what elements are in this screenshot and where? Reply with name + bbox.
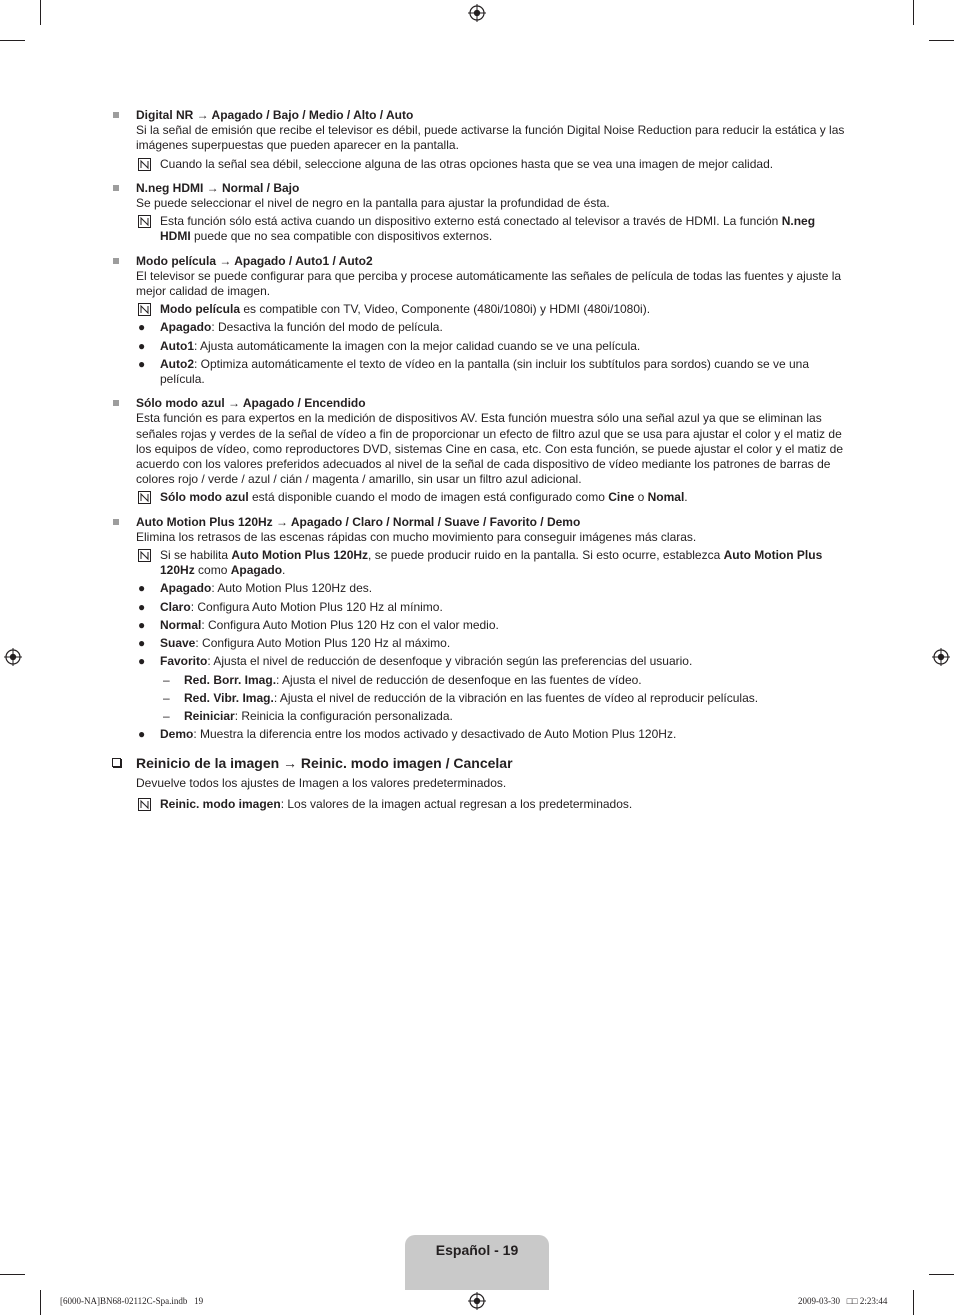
section-heading: Sólo modo azul → Apagado / Encendido [136, 396, 366, 411]
bullet-icon: ● [138, 727, 146, 742]
crop-mark [929, 40, 954, 41]
item-term: Auto2 [160, 356, 194, 371]
item-text: : Optimiza automáticamente el texto de vídeo en la pantalla (sin incluir los subtítulos para sordos) cuando se ve una película. [160, 356, 810, 387]
item-term: Demo [160, 727, 194, 742]
square-bullet-icon [113, 112, 119, 118]
note-icon [138, 798, 151, 811]
section-heading: Digital NR → Apagado / Bajo / Medio / Alto / Auto [136, 108, 414, 122]
section-body: Elimina los retrasos de las escenas rápidas con mucho movimiento para conseguir imágenes más claras. [136, 529, 697, 544]
bullet-icon: ● [138, 581, 146, 596]
item-term: Auto1 [160, 338, 194, 353]
section-body: Si la señal de emisión que recibe el televisor es débil, puede activarse la función Digital Noise Reduction para reducir la estática y las imágenes superpuestas que pueden aparecer en la pantalla. [136, 123, 845, 153]
square-bullet-icon [113, 519, 119, 525]
bullet-icon: ● [138, 338, 146, 353]
section-body: El televisor se puede configurar para que perciba y procese automáticamente las señales de película de todas las fuentes y ajuste la mejor calidad de imagen. [136, 268, 842, 299]
note-term: Auto Motion Plus 120Hz [231, 548, 369, 563]
crop-mark [0, 1274, 25, 1275]
section-body: Se puede seleccionar el nivel de negro en la pantalla para ajustar la profundidad de ésta. [136, 196, 610, 211]
bullet-icon: ● [138, 320, 146, 335]
item-text: : Muestra la diferencia entre los modos activado y desactivado de Auto Motion Plus 120Hz. [193, 727, 677, 742]
square-bullet-icon [113, 185, 119, 191]
note-term: N.neg HDMI [160, 214, 816, 244]
bullet-icon: ● [138, 654, 146, 669]
crop-mark [0, 40, 25, 41]
crop-mark [913, 0, 914, 25]
list-item [138, 320, 845, 335]
crop-mark [929, 1274, 954, 1275]
sub-list-item [163, 708, 845, 724]
item-term: Suave [160, 636, 196, 651]
item-text: : Desactiva la función del modo de película. [211, 320, 443, 335]
section-solo-modo-azul [110, 396, 845, 505]
note-text: Si se habilita [160, 548, 232, 563]
section-heading: Auto Motion Plus 120Hz → Apagado / Claro / Normal / Suave / Favorito / Demo [136, 514, 581, 529]
note-text: . [282, 563, 286, 578]
item-term: Reiniciar [184, 708, 235, 723]
note-text: : Los valores de la imagen actual regresan a los predeterminados. [280, 796, 633, 811]
crop-mark [40, 0, 41, 25]
section-auto-motion-plus [110, 515, 845, 743]
crop-mark [913, 1290, 914, 1315]
item-term: Apagado [160, 320, 212, 335]
note-term: Cine [608, 490, 635, 505]
list-item [138, 636, 845, 651]
section-reinicio-imagen [110, 754, 845, 811]
item-text: : Configura Auto Motion Plus 120 Hz al mínimo. [190, 599, 443, 614]
note-icon [138, 158, 151, 171]
note-icon [138, 491, 151, 504]
dash-icon: – [163, 690, 170, 705]
list-item [138, 654, 845, 669]
item-term: Claro [160, 599, 191, 614]
print-slug-date: 2009-03-30 □□ 2:23:44 [798, 1296, 888, 1306]
item-text: : Ajusta el nivel de reducción de desenfoque y vibración según las preferencias del usuario. [207, 654, 693, 669]
note-text: o [634, 490, 648, 505]
note-text: . [684, 490, 688, 505]
item-text: : Ajusta el nivel de reducción de desenfoque en las fuentes de vídeo. [276, 672, 642, 687]
manual-content [110, 108, 845, 812]
item-term: Red. Borr. Imag. [184, 672, 277, 687]
note-term: Auto Motion Plus 120Hz [160, 548, 823, 578]
square-bullet-icon [113, 400, 119, 406]
item-text: : Auto Motion Plus 120Hz des. [211, 581, 373, 596]
note [160, 302, 845, 317]
item-text: : Reinicia la configuración personalizada. [234, 708, 453, 723]
sub-list-item [163, 690, 845, 706]
section-heading: N.neg HDMI → Normal / Bajo [136, 180, 300, 195]
note-term: Reinic. modo imagen [160, 796, 281, 811]
section-heading: Reinicio de la imagen → Reinic. modo imagen / Cancelar [136, 755, 513, 772]
list-item [138, 617, 845, 633]
note-term: Nomal [647, 490, 685, 505]
item-term: Red. Vibr. Imag. [184, 690, 274, 705]
note-term: Modo película [160, 302, 241, 317]
item-text: : Configura Auto Motion Plus 120 Hz al máximo. [195, 636, 451, 651]
registration-mark-icon [468, 1292, 486, 1310]
note-text: como [194, 563, 231, 578]
section-nneg-hdmi [110, 181, 845, 245]
item-text: : Ajusta automáticamente la imagen con la mejor calidad cuando se ve una película. [194, 338, 641, 353]
bullet-icon: ● [138, 636, 146, 651]
item-term: Apagado [160, 581, 212, 596]
list-item [138, 581, 845, 596]
list-item [138, 727, 845, 742]
note-text: Esta función sólo está activa cuando un dispositivo externo está conectado al televisor a través de HDMI. La función [160, 214, 782, 229]
dash-icon: – [163, 708, 170, 723]
registration-mark-icon [4, 648, 22, 666]
bullet-icon: ● [138, 617, 146, 632]
list-item [138, 599, 845, 615]
registration-mark-icon [468, 4, 486, 22]
item-term: Normal [160, 617, 202, 632]
list-item [138, 356, 845, 387]
bullet-icon: ● [138, 599, 146, 614]
note-text: está disponible cuando el modo de imagen está configurado como [248, 490, 609, 505]
page-number: Español - 19 [435, 1242, 519, 1258]
note-text: puede que no sea compatible con dispositivos externos. [190, 229, 493, 244]
item-term: Favorito [160, 654, 208, 669]
item-text: : Configura Auto Motion Plus 120 Hz con el valor medio. [201, 617, 499, 632]
note [160, 157, 845, 172]
note [160, 548, 845, 578]
square-bullet-icon [113, 258, 119, 264]
crop-mark [40, 1290, 41, 1315]
note-icon [138, 215, 151, 228]
print-slug-file: [6000-NA]BN68-02112C-Spa.indb 19 [60, 1296, 204, 1306]
note-icon [138, 303, 151, 316]
note-term: Sólo modo azul [160, 490, 249, 505]
item-text: : Ajusta el nivel de reducción de la vibración en las fuentes de vídeo al reproducir películas. [273, 690, 759, 705]
note-text: Cuando la señal sea débil, seleccione alguna de las otras opciones hasta que se vea una imagen de mejor calidad. [160, 156, 774, 171]
dash-icon: – [163, 672, 170, 687]
note-text: , se puede producir ruido en la pantalla. Si esto ocurre, establezca [368, 548, 724, 563]
section-digital-nr [110, 108, 845, 172]
section-modo-pelicula [110, 254, 845, 388]
section-body: Esta función es para expertos en la medición de dispositivos AV. Esta función muestra sólo una señal azul ya que se eliminan las señales rojas y verdes de la señal de vídeo a fin de proporcionar un efecto de filtro azul que se usa para ajustar el color y el matiz de los equipos de vídeo, como reproductores DVD, sistemas Cine en casa, etc. Con esta función, se puede ajustar el color y el matiz de acuerdo con los valores preferidos adecuados al nivel de la señal de cada dispositivo de vídeo mediante los patrones de barras de colores rojo / verde / azul / cián / magenta / amarillo, sin usar un filtro azul adicional. [136, 411, 844, 487]
note [160, 490, 845, 505]
note [160, 797, 845, 812]
sub-list-item [163, 672, 845, 688]
section-body: Devuelve todos los ajustes de Imagen a los valores predeterminados. [136, 776, 507, 791]
note-term: Apagado [230, 563, 283, 578]
note-icon [138, 549, 151, 562]
bullet-icon: ● [138, 356, 146, 371]
note [160, 214, 845, 244]
list-item [138, 338, 845, 354]
checkbox-icon [112, 758, 121, 767]
registration-mark-icon [932, 648, 950, 666]
section-heading: Modo película → Apagado / Auto1 / Auto2 [136, 253, 373, 268]
note-text: es compatible con TV, Video, Componente (480i/1080i) y HDMI (480i/1080i). [240, 302, 651, 317]
